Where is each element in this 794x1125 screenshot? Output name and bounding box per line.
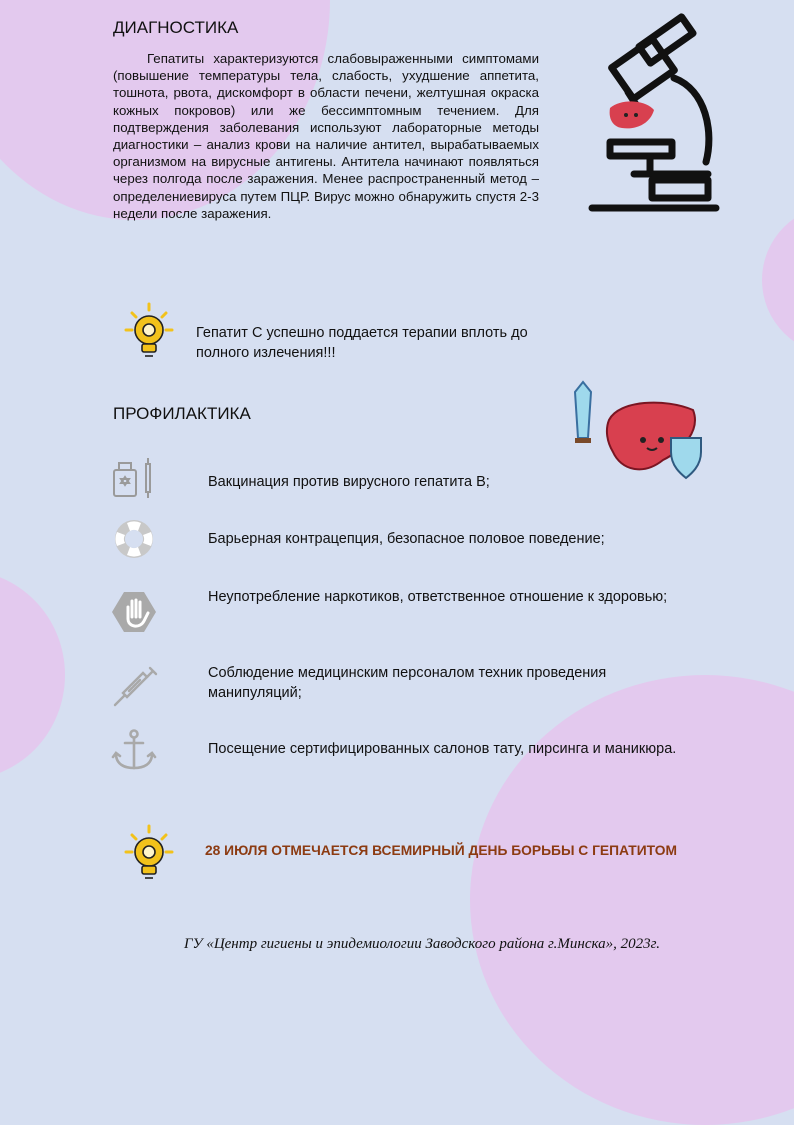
diagnostics-paragraph: Гепатиты характеризуются слабовыраженными симптомами (повышение температуры тела, слабость, ухудшение аппетита, тошнота, рвота, дискомфорт в области печени, желтушная окраска кожных покровов) или же бессимптомным течением. Для подтверждения заболевания используют лабораторные методы диагностики – анализ крови на наличие антител, вырабатываемых организмом на вирусные антигены. Антитела начинают появляться через полгода после заражения. Менее распространенный метод – определениевируса путем ПЦР. Вирус можно обнаружить спустя 2-3 недели после заражения. — [113, 51, 539, 221]
footer-organization: ГУ «Центр гигиены и эпидемиологии Заводского района г.Минска», 2023г. — [183, 936, 661, 952]
lightbulb-icon — [118, 822, 180, 884]
vaccine-icon — [110, 454, 160, 500]
diagnostics-heading: ДИАГНОСТИКА — [113, 18, 239, 37]
microscope-with-liver-icon — [588, 12, 720, 217]
stop-hand-icon — [110, 589, 160, 635]
lightbulb-icon — [118, 300, 180, 362]
prevention-item-no-drugs: Неупотребление наркотиков, ответственное отношение к здоровью; — [208, 589, 668, 605]
syringe-icon — [110, 664, 160, 710]
decor-blob-right — [762, 205, 794, 355]
prevention-item-certified-salons: Посещение сертифицированных салонов тату, пирсинга и маникюра. — [208, 741, 677, 757]
world-hepatitis-day-note: 28 ИЮЛЯ ОТМЕЧАЕТСЯ ВСЕМИРНЫЙ ДЕНЬ БОРЬБЫ С ГЕПАТИТОМ — [205, 843, 677, 858]
lifebuoy-icon — [110, 516, 160, 562]
anchor-icon — [110, 728, 160, 774]
liver-character-icon — [610, 101, 654, 128]
prevention-item-medical-techniques: Соблюдение медицинским персоналом техник проведения манипуляций; — [208, 665, 607, 701]
hepatitis-c-tip: Гепатит С успешно поддается терапии вплоть до полного излечения!!! — [196, 325, 528, 361]
prevention-heading: ПРОФИЛАКТИКА — [113, 404, 251, 423]
prevention-item-vaccination: Вакцинация против вирусного гепатита В; — [208, 474, 490, 490]
liver-with-sword-and-shield-icon — [573, 380, 715, 480]
decor-blob-left — [0, 570, 65, 780]
prevention-item-contraception: Барьерная контрацепция, безопасное половое поведение; — [208, 531, 605, 547]
